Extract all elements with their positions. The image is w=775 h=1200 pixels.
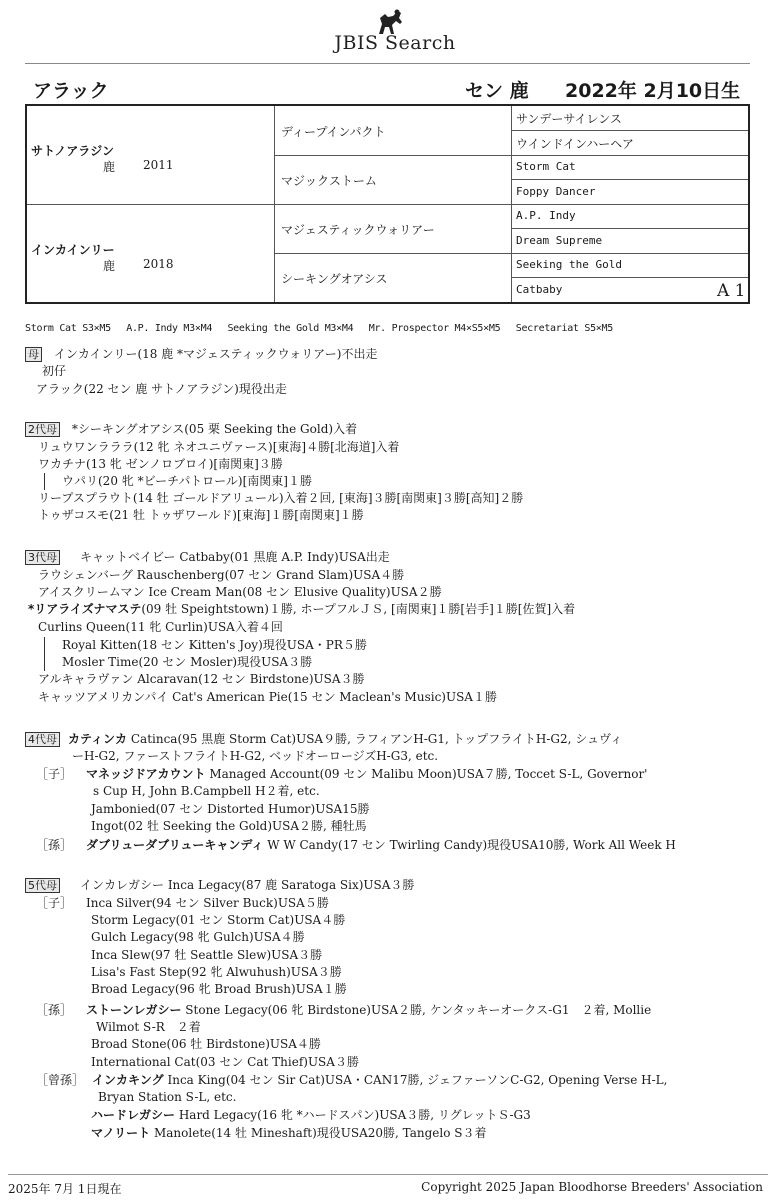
family-line-text: リープスプラウト(14 牡 ゴールドアリュール)入着２回, [東海]３勝[南関東]３勝[高知]２勝 <box>38 491 524 505</box>
family-line-text: Bryan Station S-L, etc. <box>98 1090 237 1104</box>
family-line <box>25 549 390 566</box>
family-line <box>91 1125 487 1142</box>
family-line <box>38 689 497 706</box>
family-line <box>38 584 442 601</box>
family-line-text: インカレガシー Inca Legacy(87 鹿 Saratoga Six)USA３勝 <box>68 878 415 892</box>
family-line-text: International Cat(03 セン Cat Thief)USA３勝 <box>91 1055 359 1069</box>
family-line <box>72 748 438 765</box>
generation-badge: 3代母 <box>25 550 60 565</box>
family-line-text: Inca Slew(97 牡 Seattle Slew)USA３勝 <box>91 948 323 962</box>
family-line-text: Curlins Queen(11 牝 Curlin)USA入着４回 <box>38 620 283 634</box>
family-line-text: Wilmot S-R ２着 <box>96 1020 201 1034</box>
family-line <box>42 363 66 380</box>
family-line <box>38 456 283 473</box>
family-line-text: Managed Account(09 セン Malibu Moon)USA７勝, Toccet S-L, Governor' <box>205 767 648 781</box>
ped-divider <box>511 253 748 254</box>
ped-divider <box>511 179 748 180</box>
family-line <box>38 507 364 524</box>
family-line-text: トゥザコスモ(21 牡 トゥザワールド)[東海]１勝[南関東]１勝 <box>38 508 364 522</box>
ped-divider <box>511 204 748 205</box>
ped-row-divider <box>27 204 274 205</box>
family-line <box>98 1089 236 1106</box>
generation-tag: ［孫］ <box>36 838 73 852</box>
gen2-sire-dam[interactable]: マジックストーム <box>281 174 377 188</box>
family-line-text: ワカチナ(13 牝 ゼンノロブロイ)[南関東]３勝 <box>38 457 283 471</box>
family-line <box>38 567 404 584</box>
ped-divider <box>274 253 511 254</box>
family-line <box>91 1036 321 1053</box>
ped-divider <box>274 155 511 156</box>
generation-badge: 5代母 <box>25 878 60 893</box>
jbis-logo[interactable] <box>330 6 460 52</box>
family-line-text: Storm Legacy(01 セン Storm Cat)USA４勝 <box>91 913 346 927</box>
gen3-2[interactable]: ウインドインハーヘア <box>516 137 634 151</box>
family-line-text: (09 牡 Speightstown)１勝, ホープフルＪＳ, [南関東]１勝[岩手]１勝[佐賀]入着 <box>141 602 576 616</box>
family-line <box>96 1019 201 1036</box>
ped-divider <box>511 130 748 131</box>
family-line <box>91 1054 359 1071</box>
family-line <box>38 895 329 912</box>
family-line-text: Jambonied(07 セン Distorted Humor)USA15勝 <box>91 802 370 816</box>
horse-link[interactable]: ストーンレガシー <box>86 1003 182 1017</box>
family-line-text: Lisa's Fast Step(92 牝 Alwuhush)USA３勝 <box>91 965 342 979</box>
horse-link[interactable]: インカキング <box>92 1073 164 1087</box>
family-line <box>38 671 365 688</box>
family-line <box>38 490 523 507</box>
horse-link[interactable]: *リアライズナマステ <box>28 602 142 616</box>
generation-badge: 4代母 <box>25 732 60 747</box>
family-line <box>91 801 370 818</box>
family-line-text: Ingot(02 牡 Seeking the Gold)USA２勝, 種牡馬 <box>91 819 367 833</box>
family-line <box>38 1002 651 1019</box>
horse-title-row <box>25 74 750 102</box>
gen3-7[interactable]: Seeking the Gold <box>516 258 622 271</box>
family-line-text: Gulch Legacy(98 牝 Gulch)USA４勝 <box>91 930 305 944</box>
sire-name[interactable]: サトノアラジン <box>31 144 114 158</box>
family-line-text: Inca Silver(94 セン Silver Buck)USA５勝 <box>86 896 329 910</box>
generation-tag: ［子］ <box>36 896 73 910</box>
family-line-text: *シーキングオアシス(05 栗 Seeking the Gold)入着 <box>68 422 358 436</box>
gen2-dam-sire[interactable]: マジェスティックウォリアー <box>281 223 435 237</box>
family-line-text: キャッツアメリカンパイ Cat's American Pie(15 セン Maclean's Music)USA１勝 <box>38 690 497 704</box>
family-line <box>91 964 342 981</box>
dam-name[interactable]: インカインリー <box>31 243 115 257</box>
family-line <box>62 654 312 671</box>
ped-divider <box>511 277 748 278</box>
family-line-text: Manolete(14 牡 Mineshaft)現役USA20勝, Tangelo S３着 <box>150 1126 487 1140</box>
family-line-text: ラウシェンバーグ Rauschenberg(07 セン Grand Slam)USA４勝 <box>38 568 405 582</box>
dam-color: 鹿 <box>103 259 116 273</box>
family-line <box>91 947 322 964</box>
family-line-text: Stone Legacy(06 牝 Birdstone)USA２勝, ケンタッキーオークス-G1 ２着, Mollie <box>181 1003 652 1017</box>
footer-divider <box>8 1174 768 1175</box>
logo-text: JBIS Search <box>334 32 456 54</box>
horse-link[interactable]: マネッジドアカウント <box>86 767 206 781</box>
gen2-sire-sire[interactable]: ディープインパクト <box>281 125 386 139</box>
family-line-text: アイスクリームマン Ice Cream Man(08 セン Elusive Quality)USA２勝 <box>38 585 442 599</box>
family-line <box>25 421 357 438</box>
pedigree-table <box>25 104 750 304</box>
ped-divider <box>511 155 748 156</box>
family-line <box>91 1107 531 1124</box>
family-number: A 1 <box>717 281 746 301</box>
header-divider <box>25 63 750 64</box>
family-line-text: Inca King(04 セン Sir Cat)USA・CAN17勝, ジェファーソンC-G2, Opening Verse H-L, <box>163 1073 668 1087</box>
family-line-text: ーH-G2, ファーストフライトH-G2, ベッドオーロージズH-G3, etc. <box>72 749 439 763</box>
family-line-text: アルキャラヴァン Alcaravan(12 セン Birdstone)USA３勝 <box>38 672 365 686</box>
generation-badge: 母 <box>25 347 42 362</box>
footer-copyright: Copyright 2025 Japan Bloodhorse Breeders' Association <box>421 1180 763 1194</box>
family-line <box>91 818 367 835</box>
gen3-4[interactable]: Foppy Dancer <box>516 185 596 198</box>
horse-birth-date: 2022年 2月10日生 <box>565 80 741 102</box>
family-line <box>62 637 367 654</box>
family-line <box>38 766 647 783</box>
family-line <box>25 346 377 363</box>
family-line-text: アラック(22 セン 鹿 サトノアラジン)現役出走 <box>36 382 287 396</box>
generation-tag: ［子］ <box>36 767 73 781</box>
gen2-dam-dam[interactable]: シーキングオアシス <box>281 272 388 286</box>
family-line-text: キャットベイビー Catbaby(01 黒鹿 A.P. Indy)USA出走 <box>68 550 390 564</box>
horse-link[interactable]: ダブリューダブリューキャンディ <box>86 838 264 852</box>
gen3-8[interactable]: Catbaby <box>516 283 563 296</box>
family-line <box>38 439 399 456</box>
connector-bar <box>44 473 45 490</box>
family-line <box>25 877 414 894</box>
family-line-text: Broad Stone(06 牡 Birdstone)USA４勝 <box>91 1037 321 1051</box>
generation-badge: 2代母 <box>25 422 60 437</box>
gen3-3[interactable]: Storm Cat <box>516 160 576 173</box>
ped-divider <box>274 204 511 205</box>
generation-tag: ［孫］ <box>36 1003 73 1017</box>
family-line-text: s Cup H, John B.Campbell H２着, etc. <box>93 784 320 798</box>
ped-divider <box>511 228 748 229</box>
gen3-1[interactable]: サンデーサイレンス <box>516 112 622 126</box>
family-line-text: ウパリ(20 牝 *ビーチパトロール)[南関東]１勝 <box>62 474 312 488</box>
dam-year: 2018 <box>143 257 174 271</box>
family-line <box>38 837 676 854</box>
family-line-text: Mosler Time(20 セン Mosler)現役USA３勝 <box>62 655 313 669</box>
family-line-text: W W Candy(17 セン Twirling Candy)現役USA10勝, Work All Week H <box>263 838 676 852</box>
family-line-text: Hard Legacy(16 牝 *ハードスパン)USA３勝, リグレットＳ-G3 <box>175 1108 531 1122</box>
family-line <box>91 912 345 929</box>
family-line <box>36 381 287 398</box>
horse-link[interactable]: マノリート <box>91 1126 151 1140</box>
horse-link[interactable]: ハードレガシー <box>91 1108 176 1122</box>
family-line <box>91 929 305 946</box>
family-line-text: インカインリー(18 鹿 *マジェスティックウォリアー)不出走 <box>50 347 378 361</box>
family-line <box>62 473 312 490</box>
family-line <box>91 981 347 998</box>
family-line <box>38 619 283 636</box>
horse-name: アラック <box>33 80 109 102</box>
footer-date: 2025年 7月 1日現在 <box>8 1182 122 1196</box>
family-line-text: Broad Legacy(96 牝 Broad Brush)USA１勝 <box>91 982 347 996</box>
family-line <box>28 601 575 618</box>
family-line <box>38 1072 667 1089</box>
gen3-6[interactable]: Dream Supreme <box>516 234 603 247</box>
connector-bar <box>44 637 45 671</box>
horse-link[interactable]: カティンカ <box>68 732 128 746</box>
family-line <box>25 731 622 748</box>
family-line-text: リュウワンラララ(12 牝 ネオユニヴァース)[東海]４勝[北海道]入着 <box>38 440 400 454</box>
horse-sex-color: セン 鹿 <box>465 80 529 102</box>
family-line-text: 初仔 <box>42 364 67 378</box>
sire-year: 2011 <box>143 158 174 172</box>
sire-color: 鹿 <box>103 160 116 174</box>
gen3-5[interactable]: A.P. Indy <box>516 209 576 222</box>
generation-tag: ［曾孫］ <box>36 1073 85 1087</box>
family-line <box>93 783 320 800</box>
inbreeding-summary: Storm Cat S3×M5 A.P. Indy M3×M4 Seeking the Gold M3×M4 Mr. Prospector M4×S5×M5 Secretariat S5×M5 <box>25 323 613 334</box>
family-line-text: Royal Kitten(18 セン Kitten's Joy)現役USA・PR５勝 <box>62 638 367 652</box>
family-line-text: Catinca(95 黒鹿 Storm Cat)USA９勝, ラフィアンH-G1, トップフライトH-G2, シュヴィ <box>127 732 623 746</box>
